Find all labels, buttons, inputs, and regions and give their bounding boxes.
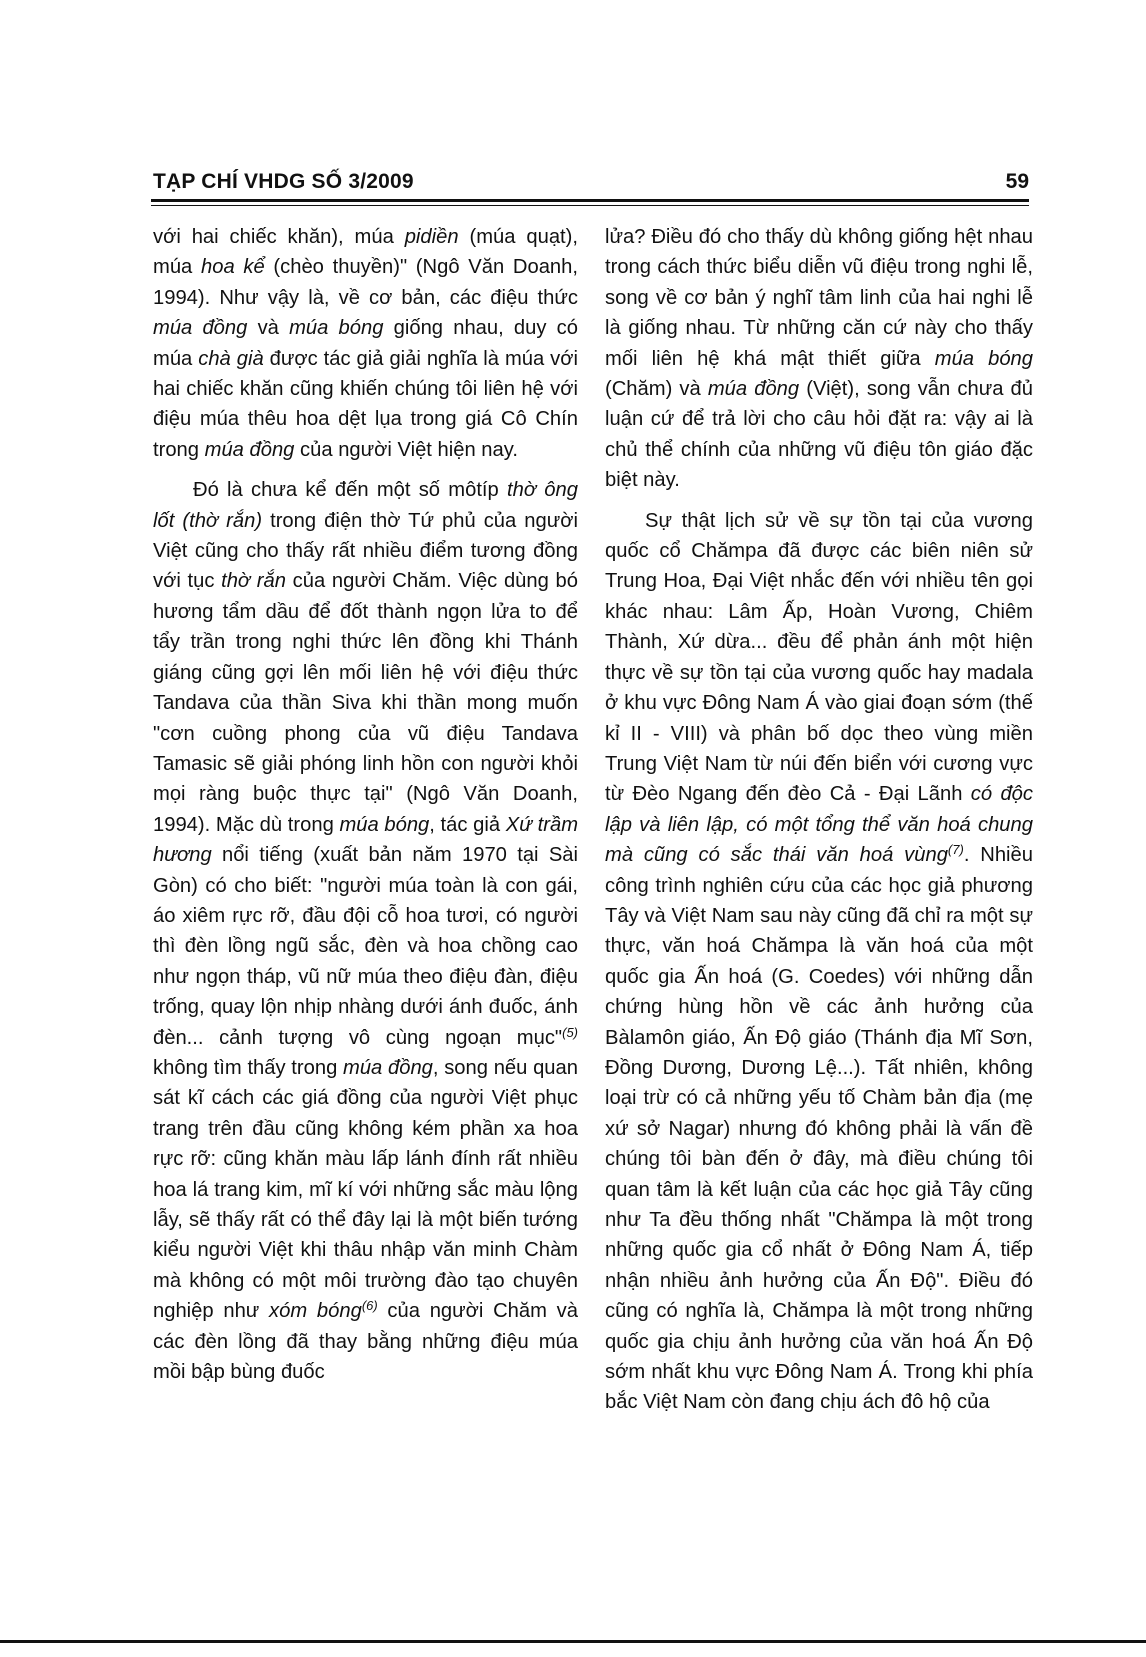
paragraph: Đó là chưa kể đến một số môtíp thờ ông lốt (thờ rắn) trong điện thờ Tứ phủ của người Việt cũng cho thấy rất nhiều điểm tương đồng với tục thờ rắn của người Chăm. Việc dùng bó hương tẩm dầu để đốt thành ngọn lửa to để tẩy trần trong nghi thức lên đồng khi Thánh giáng cũng gợi lên mối liên hệ với điệu thức Tandava của thần Siva khi thần mong muốn "cơn cuồng phong của vũ điệu Tandava Tamasic sẽ giải phóng linh hồn con người khỏi mọi ràng buộc thực tại" (Ngô Văn Doanh, 1994). Mặc dù trong múa bóng, tác giả Xứ trầm hương nổi tiếng (xuất bản năm 1970 tại Sài Gòn) có cho biết: "người múa toàn là con gái, áo xiêm rực rỡ, đầu đội cỗ hoa tươi, có người thì đèn lồng ngũ sắc, đèn và hoa chồng cao như ngọn tháp, vũ nữ múa theo điệu đàn, điệu trống, quay lộn nhịp nhàng dưới ánh đuốc, ánh đèn... cảnh tượng vô cùng ngoạn mục"$^{(5)}$ không tìm thấy trong múa đồng, song nếu quan sát kĩ cách các giá đồng của người Việt phục trang trên đầu cũng không kém phần xa hoa rực rỡ: cũng khăn màu lấp lánh đính rất nhiều hoa lá trang kim, mĩ kí với những sắc màu lộng lẫy, sẽ thấy rất có thể đây lại là một biến tướng kiểu người Việt khi thâu nhập văn minh Chàm mà không có một môi trường đào tạo chuyên nghiệp như xóm bóng$^{(6)}$ của người Chăm và các đèn lồng đã thay bằng những điệu múa mồi bập bùng đuốc xyxy=(153,479,579,1384)
footnote-ref: (5) xyxy=(562,1024,578,1040)
footnote-ref: (7) xyxy=(947,842,964,858)
header-rule-thin xyxy=(151,205,1029,206)
footnote-ref: (6) xyxy=(361,1298,378,1314)
journal-title: TẠP CHÍ VHDG SỐ 3/2009 xyxy=(153,170,414,193)
right-column xyxy=(605,222,1033,1418)
running-header xyxy=(153,170,1029,196)
paragraph: với hai chiếc khăn), múa pidiền (múa quạt), múa hoa kể (chèo thuyền)" (Ngô Văn Doanh, 1994). Như vậy là, về cơ bản, các điệu thức múa đồng và múa bóng giống nhau, duy có múa chà già được tác giả giải nghĩa là múa với hai chiếc khăn cũng khiến chúng tôi liên hệ với điệu múa thêu hoa dệt lụa trong giá Cô Chín trong múa đồng của người Việt hiện nay. xyxy=(153,226,578,461)
left-column xyxy=(153,222,578,1387)
page-number: 59 xyxy=(1005,170,1029,193)
paragraph: lửa? Điều đó cho thấy dù không giống hệt nhau trong cách thức biểu diễn vũ điệu trong nghi lễ, song về cơ bản ý nghĩ tâm linh của hai nghi lễ là giống nhau. Từ những căn cứ này cho thấy mối liên hệ khá mật thiết giữa múa bóng (Chăm) và múa đồng (Việt), song vẫn chưa đủ luận cứ để trả lời cho câu hỏi đặt ra: vậy ai là chủ thể chính của những vũ điệu tôn giáo đặc biệt này. xyxy=(605,226,1034,492)
scan-edge-line xyxy=(0,1640,1146,1643)
header-rule-thick xyxy=(151,199,1029,202)
paragraph: Sự thật lịch sử về sự tồn tại của vương quốc cổ Chămpa đã được các biên niên sử Trung Hoa, Đại Việt nhắc đến với nhiều tên gọi khác nhau: Lâm Ấp, Hoàn Vương, Chiêm Thành, Xứ dừa... đều để phản ánh một hiện thực về sự tồn tại của vương quốc hay madala ở khu vực Đông Nam Á vào giai đoạn sớm (thế kỉ II - VIII) và phân bố dọc theo vùng miền Trung Việt Nam từ núi đến biển với cương vực từ Đèo Ngang đến đèo Cả - Đại Lãnh có độc lập và liên lập, có một tổng thể văn hoá chung mà cũng có sắc thái văn hoá vùng$^{(7)}$. Nhiều công trình nghiên cứu của các học giả phương Tây và Việt Nam sau này cũng đã chỉ ra một sự thực, văn hoá Chămpa là văn hoá của một quốc gia Ấn hoá (G. Coedes) với những dẫn chứng hùng hồn về các ảnh hưởng của Bàlamôn giáo, Ấn Độ giáo (Thánh địa Mĩ Sơn, Đồng Dương, Dương Lệ...). Tất nhiên, không loại trừ có cả những yếu tố Chàm bản địa (mẹ xứ sở Nagar) nhưng đó không phải là vấn đề chúng tôi bàn đến ở đây, mà điều chúng tôi quan tâm là kết luận của các học giả Tây cũng như Ta đều thống nhất "Chămpa là một trong những quốc gia cổ nhất ở Đông Nam Á, tiếp nhận nhiều ảnh hưởng của Ấn Độ". Điều đó cũng có nghĩa là, Chămpa là một trong những quốc gia chịu ảnh hưởng của văn hoá Ấn Độ sớm nhất khu vực Đông Nam Á. Trong khi phía bắc Việt Nam còn đang chịu ách đô hộ của xyxy=(605,509,1034,1414)
